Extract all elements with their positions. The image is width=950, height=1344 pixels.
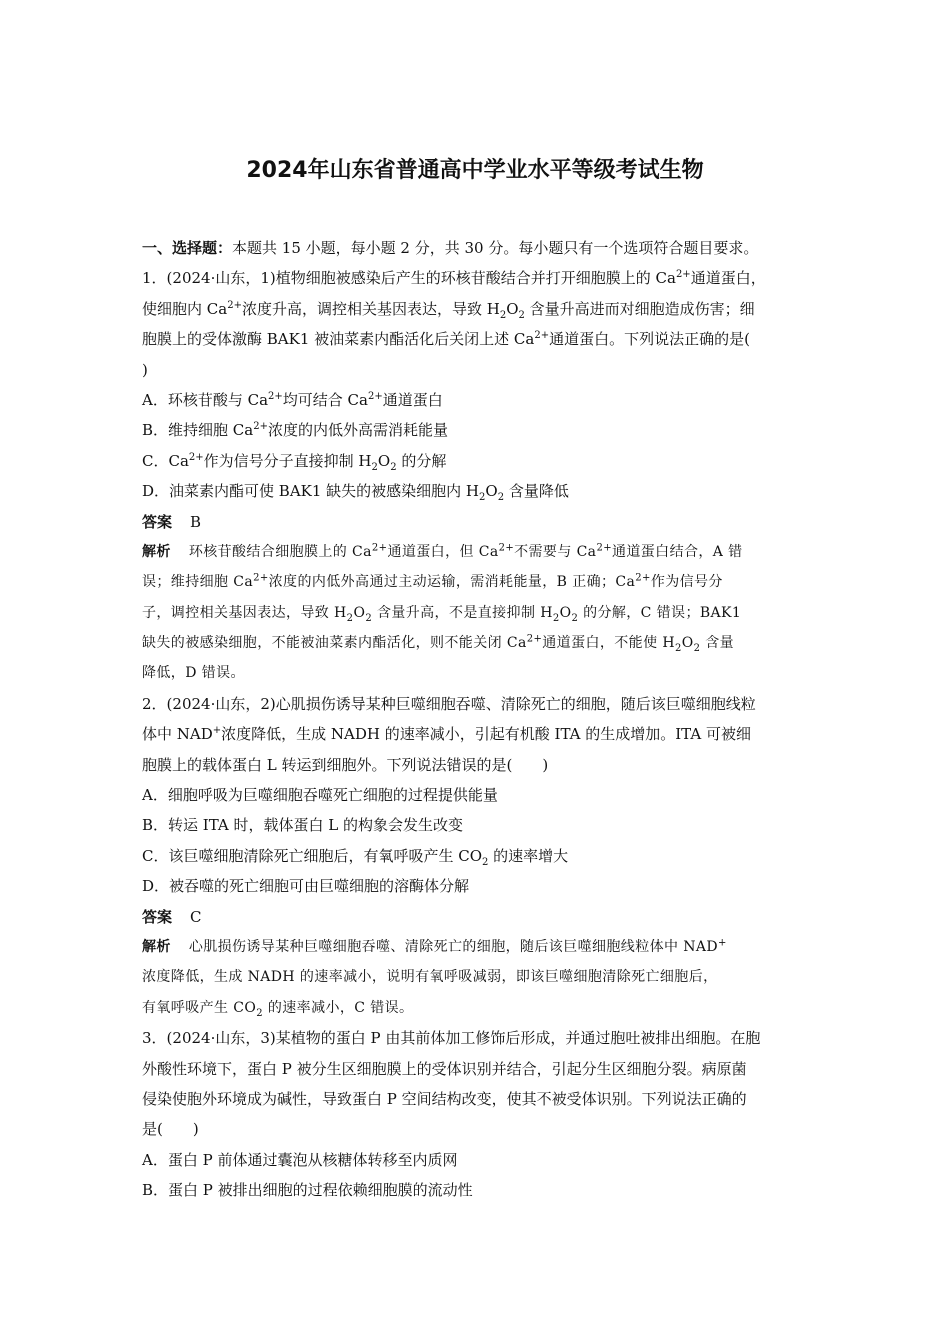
answer-line xyxy=(142,902,810,932)
answer-label: 答案 xyxy=(142,512,173,531)
analysis-label: 解析 xyxy=(142,543,171,560)
text-run: 作为信号分 xyxy=(650,574,723,591)
text-run: C．该巨噬细胞清除死亡细胞后，有氧呼吸产生 CO xyxy=(142,846,483,865)
subscript: 2 xyxy=(499,309,507,321)
subscript: 2 xyxy=(371,461,378,473)
subscript: 2 xyxy=(256,1007,264,1019)
text-run: 通道蛋白。下列说法正确的是( xyxy=(549,330,750,349)
text-run: 的速率减小，C 错误。 xyxy=(263,999,414,1016)
option-c xyxy=(142,446,810,476)
superscript: 2+ xyxy=(534,330,550,342)
text-run: 含量降低 xyxy=(504,482,569,501)
option-d xyxy=(142,871,810,901)
section-text: 本题共 15 小题，每小题 2 分，共 30 分。每小题只有一个选项符合题目要求。 xyxy=(232,239,759,257)
subscript: 2 xyxy=(693,642,701,654)
text-run: 作为信号分子直接抑制 H xyxy=(203,451,372,470)
text-run: ) xyxy=(142,360,148,379)
subscript: 2 xyxy=(346,612,354,624)
subscript: 2 xyxy=(571,612,579,624)
text-run: 的分解，C 错误；BAK1 xyxy=(578,604,742,621)
answer-value: B xyxy=(190,512,202,531)
question-stem-line xyxy=(142,1084,810,1114)
text-run: 通道蛋白，不能使 H xyxy=(542,635,675,652)
text-run: C．Ca xyxy=(142,451,189,470)
analysis-line xyxy=(142,628,810,658)
subscript: 2 xyxy=(365,612,373,624)
subscript: 2 xyxy=(552,612,560,624)
question-stem-line xyxy=(142,750,810,780)
text-run: 使细胞内 Ca xyxy=(142,299,228,318)
option-b xyxy=(142,1175,810,1205)
text-run: 含量升高进而对细胞造成伤害；细 xyxy=(524,299,755,318)
option-a xyxy=(142,1145,810,1175)
text-run: 侵染使胞外环境成为碱性，导致蛋白 P 空间结构改变，使其不被受体识别。下列说法正确的 xyxy=(142,1089,747,1108)
subscript: 2 xyxy=(674,642,682,654)
text-run: 含量升高，不是直接抑制 H xyxy=(372,604,553,621)
analysis-line xyxy=(142,658,810,688)
document-body xyxy=(142,233,810,1206)
text-run: 是( ) xyxy=(142,1120,199,1139)
text-run: 浓度的内低外高通过主动运输，需消耗能量，B 正确；Ca xyxy=(268,574,636,591)
text-run: 浓度升高，调控相关基因表达，导致 H xyxy=(241,299,500,318)
analysis-label: 解析 xyxy=(142,938,171,955)
text-run: 缺失的被感染细胞，不能被油菜素内酯活化，则不能关闭 Ca xyxy=(142,635,527,652)
section-heading xyxy=(142,233,810,263)
text-run: O xyxy=(485,482,498,501)
subscript: 2 xyxy=(497,492,505,504)
answer-label: 答案 xyxy=(142,907,173,926)
text-run: 子，调控相关基因表达，导致 H xyxy=(142,604,347,621)
text-run: 通道蛋白 xyxy=(382,390,443,409)
question-stem-line xyxy=(142,294,810,324)
text-run: 有氧呼吸产生 CO xyxy=(142,999,257,1016)
text-run: O xyxy=(559,604,572,621)
text-run: A．蛋白 P 前体通过囊泡从核糖体转移至内质网 xyxy=(142,1150,458,1169)
text-run: 的分解 xyxy=(396,451,447,470)
analysis-line xyxy=(142,567,810,597)
text-run: O xyxy=(353,604,366,621)
superscript: + xyxy=(718,937,727,949)
option-d xyxy=(142,476,810,506)
superscript: 2+ xyxy=(253,421,268,433)
text-run: 2．(2024·山东，2)心肌损伤诱导某种巨噬细胞吞噬、清除死亡的细胞，随后该巨噬细胞线粒 xyxy=(142,694,756,713)
question-stem-line xyxy=(142,355,810,385)
text-run: A．环核苷酸与 Ca xyxy=(142,390,269,409)
analysis-line xyxy=(142,993,810,1023)
text-run: D．油菜素内酯可使 BAK1 缺失的被感染细胞内 H xyxy=(142,482,480,501)
text-run: O xyxy=(506,299,519,318)
text-run: 浓度降低，生成 NADH 的速率减小，引起有机酸 ITA 的生成增加。ITA 可被细 xyxy=(221,725,751,744)
option-a xyxy=(142,385,810,415)
superscript: 2+ xyxy=(596,542,612,554)
superscript: 2+ xyxy=(635,572,651,584)
answer-line xyxy=(142,507,810,537)
page-title: 2024年山东省普通高中学业水平等级考试生物 xyxy=(246,158,704,183)
text-run: 通道蛋白， xyxy=(690,269,766,288)
question-stem-line xyxy=(142,719,810,749)
text-run: D．被吞噬的死亡细胞可由巨噬细胞的溶酶体分解 xyxy=(142,877,470,896)
analysis-line xyxy=(142,962,810,992)
superscript: 2+ xyxy=(268,390,283,402)
text-run: 心肌损伤诱导某种巨噬细胞吞噬、清除死亡的细胞，随后该巨噬细胞线粒体中 NAD xyxy=(188,938,719,955)
text-run: 3．(2024·山东，3)某植物的蛋白 P 由其前体加工修饰后形成，并通过胞吐被排出细胞。在胞 xyxy=(142,1029,761,1048)
superscript: 2+ xyxy=(367,390,383,402)
superscript: 2+ xyxy=(188,451,204,463)
text-run: 误；维持细胞 Ca xyxy=(142,574,254,591)
subscript: 2 xyxy=(479,492,486,504)
superscript: 2+ xyxy=(675,269,691,281)
text-run: 浓度的内低外高需消耗能量 xyxy=(267,421,448,440)
subscript: 2 xyxy=(482,856,489,868)
question-stem-line xyxy=(142,324,810,354)
text-run: 外酸性环境下，蛋白 P 被分生区细胞膜上的受体识别并结合，引起分生区细胞分裂。病原菌 xyxy=(142,1059,747,1078)
superscript: 2+ xyxy=(371,542,388,554)
subscript: 2 xyxy=(518,309,525,321)
answer-value: C xyxy=(190,907,202,926)
superscript: + xyxy=(212,725,222,737)
superscript: 2+ xyxy=(227,299,242,311)
question-stem-line xyxy=(142,1054,810,1084)
text-run: 不需要与 Ca xyxy=(514,543,597,560)
subscript: 2 xyxy=(390,461,397,473)
superscript: 2+ xyxy=(253,572,269,584)
text-run: O xyxy=(377,451,391,470)
text-run: B．转运 ITA 时，载体蛋白 L 的构象会发生改变 xyxy=(142,816,464,835)
text-run: 通道蛋白，但 Ca xyxy=(387,543,499,560)
text-run: 浓度降低，生成 NADH 的速率减小，说明有氧呼吸减弱，即该巨噬细胞清除死亡细胞后， xyxy=(142,969,718,986)
analysis-line xyxy=(142,598,810,628)
text-run: 体中 NAD xyxy=(142,725,213,744)
text-run: 均可结合 Ca xyxy=(282,390,368,409)
text-run: O xyxy=(681,635,694,652)
option-c xyxy=(142,841,810,871)
text-run: B．维持细胞 Ca xyxy=(142,421,254,440)
question-stem-line xyxy=(142,1114,810,1144)
question-stem-line xyxy=(142,263,810,293)
superscript: 2+ xyxy=(526,633,543,645)
analysis-line xyxy=(142,932,810,962)
analysis-line xyxy=(142,537,810,567)
option-a xyxy=(142,780,810,810)
option-b xyxy=(142,810,810,840)
text-run: 环核苷酸结合细胞膜上的 Ca xyxy=(188,543,372,560)
text-run: 胞膜上的载体蛋白 L 转运到细胞外。下列说法错误的是( ) xyxy=(142,755,549,774)
text-run: 含量 xyxy=(700,635,735,652)
text-run: 降低，D 错误。 xyxy=(142,665,245,682)
text-run: A．细胞呼吸为巨噬细胞吞噬死亡细胞的过程提供能量 xyxy=(142,786,498,805)
text-run: 1．(2024·山东，1)植物细胞被感染后产生的环核苷酸结合并打开细胞膜上的 Ca xyxy=(142,269,676,288)
superscript: 2+ xyxy=(498,542,515,554)
option-b xyxy=(142,415,810,445)
text-run: 的速率增大 xyxy=(488,846,569,865)
text-run: 胞膜上的受体激酶 BAK1 被油菜素内酯活化后关闭上述 Ca xyxy=(142,330,535,349)
question-stem-line xyxy=(142,1023,810,1053)
text-run: B．蛋白 P 被排出细胞的过程依赖细胞膜的流动性 xyxy=(142,1181,473,1200)
section-label: 一、选择题： xyxy=(142,239,233,257)
question-stem-line xyxy=(142,689,810,719)
text-run: 通道蛋白结合，A 错 xyxy=(611,543,743,560)
